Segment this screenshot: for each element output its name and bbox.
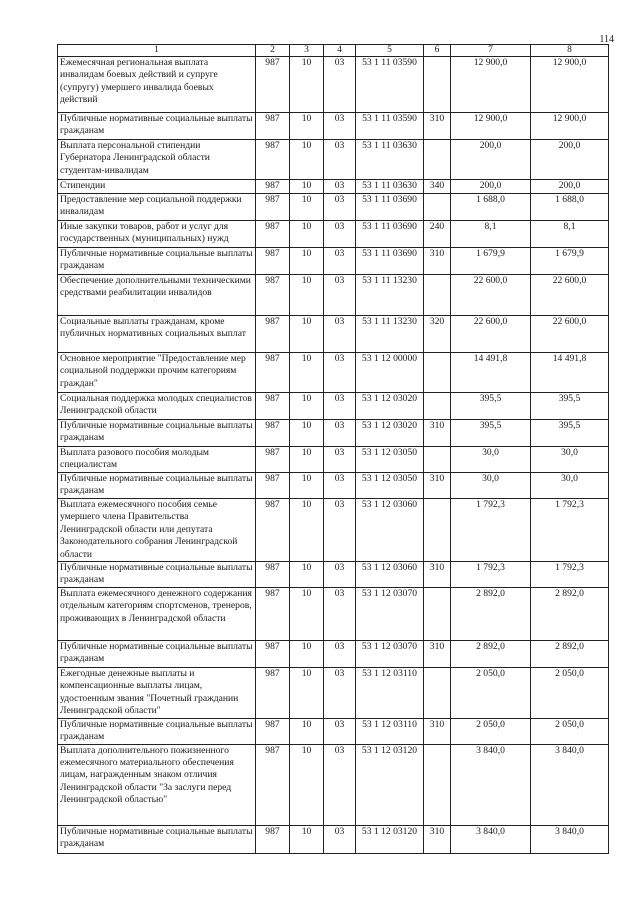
- target-article-cell: 53 1 12 03020: [356, 393, 424, 420]
- row-name-cell: Ежегодные денежные выплаты и компенсационные выплаты лицам, удостоенным звания "Почетный гражданин Ленинградской области": [58, 668, 256, 719]
- amount-cell: 12 900,0: [451, 113, 531, 140]
- expense-type-cell: [424, 353, 451, 393]
- subsection-code-cell: 03: [324, 718, 356, 744]
- target-article-cell: 53 1 12 03120: [356, 744, 424, 825]
- row-name-cell: Основное мероприятие "Предоставление мер социальной поддержки прочим категориям граждан": [58, 353, 256, 393]
- section-code-cell: 10: [290, 641, 324, 668]
- expense-type-cell: 320: [424, 316, 451, 353]
- target-article-cell: 53 1 12 03110: [356, 718, 424, 744]
- expense-type-cell: 310: [424, 641, 451, 668]
- target-article-cell: 53 1 12 03120: [356, 825, 424, 853]
- target-article-cell: 53 1 12 03050: [356, 447, 424, 473]
- subsection-code-cell: 03: [324, 353, 356, 393]
- table-row: [58, 447, 609, 473]
- table-body: [58, 57, 609, 854]
- expense-type-cell: [424, 140, 451, 180]
- row-name-cell: Публичные нормативные социальные выплаты гражданам: [58, 562, 256, 588]
- amount-cell: 12 900,0: [531, 57, 609, 113]
- admin-code-cell: 987: [256, 393, 290, 420]
- amount-cell: 22 600,0: [451, 275, 531, 316]
- subsection-code-cell: 03: [324, 744, 356, 825]
- row-name-cell: Выплата ежемесячного денежного содержания отдельным категориям спортсменов, тренеров, проживающих в Ленинградской области: [58, 588, 256, 641]
- amount-cell: 12 900,0: [531, 113, 609, 140]
- amount-cell: 1 792,3: [531, 562, 609, 588]
- section-code-cell: 10: [290, 194, 324, 221]
- expense-type-cell: [424, 744, 451, 825]
- table-row: [58, 194, 609, 221]
- expense-type-cell: [424, 393, 451, 420]
- target-article-cell: 53 1 11 03690: [356, 221, 424, 248]
- page-number: 114: [599, 34, 614, 45]
- target-article-cell: 53 1 12 03060: [356, 499, 424, 562]
- amount-cell: 3 840,0: [451, 744, 531, 825]
- subsection-code-cell: 03: [324, 316, 356, 353]
- admin-code-cell: 987: [256, 420, 290, 447]
- section-code-cell: 10: [290, 316, 324, 353]
- subsection-code-cell: 03: [324, 275, 356, 316]
- amount-cell: 30,0: [451, 473, 531, 499]
- amount-cell: 1 679,9: [531, 248, 609, 275]
- amount-cell: 22 600,0: [531, 316, 609, 353]
- admin-code-cell: 987: [256, 140, 290, 180]
- subsection-code-cell: 03: [324, 447, 356, 473]
- admin-code-cell: 987: [256, 718, 290, 744]
- amount-cell: 3 840,0: [531, 825, 609, 853]
- amount-cell: 8,1: [531, 221, 609, 248]
- section-code-cell: 10: [290, 562, 324, 588]
- amount-cell: 2 050,0: [531, 718, 609, 744]
- table-row: [58, 499, 609, 562]
- subsection-code-cell: 03: [324, 668, 356, 719]
- column-header: 6: [424, 45, 451, 57]
- table-row: [58, 140, 609, 180]
- subsection-code-cell: 03: [324, 473, 356, 499]
- amount-cell: 1 792,3: [531, 499, 609, 562]
- table-row: [58, 113, 609, 140]
- section-code-cell: 10: [290, 113, 324, 140]
- amount-cell: 14 491,8: [451, 353, 531, 393]
- row-name-cell: Социальные выплаты гражданам, кроме публичных нормативных социальных выплат: [58, 316, 256, 353]
- amount-cell: 22 600,0: [451, 316, 531, 353]
- subsection-code-cell: 03: [324, 393, 356, 420]
- expense-type-cell: 310: [424, 718, 451, 744]
- row-name-cell: Публичные нормативные социальные выплаты гражданам: [58, 420, 256, 447]
- subsection-code-cell: 03: [324, 499, 356, 562]
- column-header: 4: [324, 45, 356, 57]
- subsection-code-cell: 03: [324, 180, 356, 194]
- expense-type-cell: [424, 194, 451, 221]
- row-name-cell: Выплата разового пособия молодым специалистам: [58, 447, 256, 473]
- table-row: [58, 275, 609, 316]
- expense-type-cell: [424, 57, 451, 113]
- section-code-cell: 10: [290, 140, 324, 180]
- target-article-cell: 53 1 12 03110: [356, 668, 424, 719]
- amount-cell: 2 892,0: [451, 641, 531, 668]
- admin-code-cell: 987: [256, 668, 290, 719]
- section-code-cell: 10: [290, 180, 324, 194]
- amount-cell: 30,0: [531, 473, 609, 499]
- row-name-cell: Ежемесячная региональная выплата инвалидам боевых действий и супруге (супругу) умершего инвалида боевых действий: [58, 57, 256, 113]
- subsection-code-cell: 03: [324, 641, 356, 668]
- admin-code-cell: 987: [256, 641, 290, 668]
- amount-cell: 2 050,0: [531, 668, 609, 719]
- target-article-cell: 53 1 12 03070: [356, 588, 424, 641]
- amount-cell: 1 792,3: [451, 499, 531, 562]
- expense-type-cell: 310: [424, 825, 451, 853]
- table-row: [58, 393, 609, 420]
- amount-cell: 8,1: [451, 221, 531, 248]
- section-code-cell: 10: [290, 825, 324, 853]
- section-code-cell: 10: [290, 420, 324, 447]
- section-code-cell: 10: [290, 57, 324, 113]
- amount-cell: 200,0: [531, 140, 609, 180]
- table-row: [58, 57, 609, 113]
- table-row: [58, 180, 609, 194]
- amount-cell: 2 050,0: [451, 718, 531, 744]
- row-name-cell: Выплата ежемесячного пособия семье умершего члена Правительства Ленинградской области или депутата Законодательного собрания Ленинградской области: [58, 499, 256, 562]
- target-article-cell: 53 1 12 00000: [356, 353, 424, 393]
- admin-code-cell: 987: [256, 180, 290, 194]
- admin-code-cell: 987: [256, 473, 290, 499]
- expense-type-cell: [424, 275, 451, 316]
- budget-table: [57, 44, 609, 854]
- expense-type-cell: 340: [424, 180, 451, 194]
- amount-cell: 2 892,0: [451, 588, 531, 641]
- subsection-code-cell: 03: [324, 248, 356, 275]
- column-header: 2: [256, 45, 290, 57]
- admin-code-cell: 987: [256, 825, 290, 853]
- column-header: 3: [290, 45, 324, 57]
- section-code-cell: 10: [290, 718, 324, 744]
- target-article-cell: 53 1 11 03630: [356, 180, 424, 194]
- row-name-cell: Публичные нормативные социальные выплаты гражданам: [58, 248, 256, 275]
- row-name-cell: Обеспечение дополнительными техническими средствами реабилитации инвалидов: [58, 275, 256, 316]
- expense-type-cell: 310: [424, 473, 451, 499]
- expense-type-cell: 310: [424, 113, 451, 140]
- subsection-code-cell: 03: [324, 140, 356, 180]
- section-code-cell: 10: [290, 499, 324, 562]
- amount-cell: 395,5: [451, 393, 531, 420]
- row-name-cell: Стипендии: [58, 180, 256, 194]
- section-code-cell: 10: [290, 744, 324, 825]
- admin-code-cell: 987: [256, 194, 290, 221]
- expense-type-cell: 310: [424, 420, 451, 447]
- admin-code-cell: 987: [256, 588, 290, 641]
- amount-cell: 395,5: [451, 420, 531, 447]
- section-code-cell: 10: [290, 275, 324, 316]
- subsection-code-cell: 03: [324, 57, 356, 113]
- table-row: [58, 473, 609, 499]
- target-article-cell: 53 1 11 03590: [356, 57, 424, 113]
- row-name-cell: Публичные нормативные социальные выплаты гражданам: [58, 718, 256, 744]
- expense-type-cell: [424, 668, 451, 719]
- row-name-cell: Публичные нормативные социальные выплаты гражданам: [58, 825, 256, 853]
- table-row: [58, 744, 609, 825]
- target-article-cell: 53 1 12 03020: [356, 420, 424, 447]
- admin-code-cell: 987: [256, 353, 290, 393]
- row-name-cell: Предоставление мер социальной поддержки инвалидам: [58, 194, 256, 221]
- column-header: 8: [531, 45, 609, 57]
- amount-cell: 200,0: [531, 180, 609, 194]
- column-header: 5: [356, 45, 424, 57]
- table-row: [58, 353, 609, 393]
- subsection-code-cell: 03: [324, 221, 356, 248]
- section-code-cell: 10: [290, 668, 324, 719]
- column-header: 1: [58, 45, 256, 57]
- section-code-cell: 10: [290, 221, 324, 248]
- subsection-code-cell: 03: [324, 825, 356, 853]
- amount-cell: 1 792,3: [451, 562, 531, 588]
- table-row: [58, 718, 609, 744]
- target-article-cell: 53 1 12 03060: [356, 562, 424, 588]
- target-article-cell: 53 1 11 13230: [356, 275, 424, 316]
- amount-cell: 30,0: [531, 447, 609, 473]
- admin-code-cell: 987: [256, 499, 290, 562]
- table-row: [58, 316, 609, 353]
- table-row: [58, 641, 609, 668]
- admin-code-cell: 987: [256, 744, 290, 825]
- amount-cell: 14 491,8: [531, 353, 609, 393]
- amount-cell: 1 688,0: [531, 194, 609, 221]
- target-article-cell: 53 1 12 03050: [356, 473, 424, 499]
- row-name-cell: Социальная поддержка молодых специалистов Ленинградской области: [58, 393, 256, 420]
- expense-type-cell: 310: [424, 562, 451, 588]
- amount-cell: 395,5: [531, 393, 609, 420]
- target-article-cell: 53 1 12 03070: [356, 641, 424, 668]
- row-name-cell: Выплата дополнительного пожизненного ежемесячного материального обеспечения лицам, награжденным знаком отличия Ленинградской области "За заслуги перед Ленинградской областью": [58, 744, 256, 825]
- admin-code-cell: 987: [256, 447, 290, 473]
- amount-cell: 12 900,0: [451, 57, 531, 113]
- admin-code-cell: 987: [256, 113, 290, 140]
- row-name-cell: Публичные нормативные социальные выплаты гражданам: [58, 473, 256, 499]
- column-header: 7: [451, 45, 531, 57]
- expense-type-cell: [424, 499, 451, 562]
- target-article-cell: 53 1 11 03630: [356, 140, 424, 180]
- amount-cell: 200,0: [451, 180, 531, 194]
- row-name-cell: Выплата персональной стипендии Губернатора Ленинградской области студентам-инвалидам: [58, 140, 256, 180]
- admin-code-cell: 987: [256, 275, 290, 316]
- target-article-cell: 53 1 11 13230: [356, 316, 424, 353]
- row-name-cell: Публичные нормативные социальные выплаты гражданам: [58, 641, 256, 668]
- admin-code-cell: 987: [256, 221, 290, 248]
- admin-code-cell: 987: [256, 248, 290, 275]
- amount-cell: 22 600,0: [531, 275, 609, 316]
- table-row: [58, 588, 609, 641]
- table-row: [58, 420, 609, 447]
- target-article-cell: 53 1 11 03590: [356, 113, 424, 140]
- table-header-row: [58, 45, 609, 57]
- expense-type-cell: 240: [424, 221, 451, 248]
- amount-cell: 2 892,0: [531, 641, 609, 668]
- subsection-code-cell: 03: [324, 562, 356, 588]
- subsection-code-cell: 03: [324, 420, 356, 447]
- subsection-code-cell: 03: [324, 113, 356, 140]
- amount-cell: 1 688,0: [451, 194, 531, 221]
- amount-cell: 2 050,0: [451, 668, 531, 719]
- table-row: [58, 562, 609, 588]
- amount-cell: 1 679,9: [451, 248, 531, 275]
- subsection-code-cell: 03: [324, 194, 356, 221]
- table-row: [58, 248, 609, 275]
- section-code-cell: 10: [290, 393, 324, 420]
- section-code-cell: 10: [290, 248, 324, 275]
- amount-cell: 395,5: [531, 420, 609, 447]
- table-row: [58, 221, 609, 248]
- section-code-cell: 10: [290, 588, 324, 641]
- admin-code-cell: 987: [256, 57, 290, 113]
- amount-cell: 3 840,0: [451, 825, 531, 853]
- amount-cell: 3 840,0: [531, 744, 609, 825]
- section-code-cell: 10: [290, 447, 324, 473]
- amount-cell: 30,0: [451, 447, 531, 473]
- row-name-cell: Публичные нормативные социальные выплаты гражданам: [58, 113, 256, 140]
- admin-code-cell: 987: [256, 562, 290, 588]
- table-row: [58, 825, 609, 853]
- subsection-code-cell: 03: [324, 588, 356, 641]
- target-article-cell: 53 1 11 03690: [356, 194, 424, 221]
- admin-code-cell: 987: [256, 316, 290, 353]
- expense-type-cell: [424, 588, 451, 641]
- amount-cell: 2 892,0: [531, 588, 609, 641]
- section-code-cell: 10: [290, 473, 324, 499]
- amount-cell: 200,0: [451, 140, 531, 180]
- expense-type-cell: [424, 447, 451, 473]
- target-article-cell: 53 1 11 03690: [356, 248, 424, 275]
- row-name-cell: Иные закупки товаров, работ и услуг для государственных (муниципальных) нужд: [58, 221, 256, 248]
- expense-type-cell: 310: [424, 248, 451, 275]
- table-row: [58, 668, 609, 719]
- section-code-cell: 10: [290, 353, 324, 393]
